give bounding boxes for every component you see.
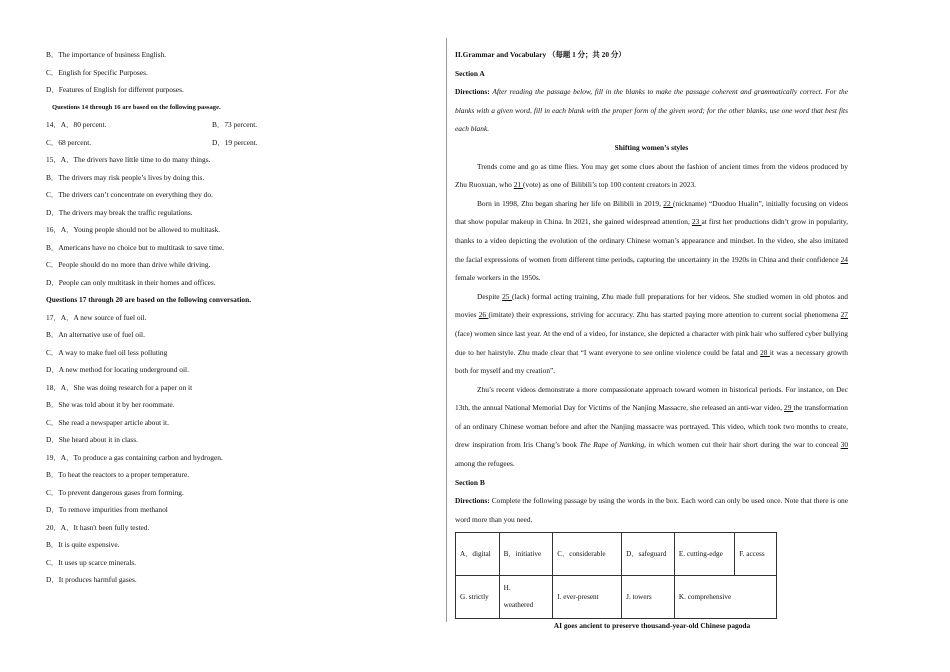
directions-a-label: Directions: [455, 87, 490, 97]
p3-text-5: it was a necessary growth both for myself and my creation”. [455, 347, 848, 376]
directions-a-text: After reading the passage below, fill in the blanks to make the passage coherent and grammatically correct. For the blanks with a given word, fill in each blank with the proper form of the given word; for the other blanks, use one word that best fits each blank. [455, 87, 848, 134]
passage-title: Shifting women’s styles [614, 142, 689, 152]
blank-25: 25 [502, 291, 512, 301]
option-17b: B．An alternative use of fuel oil. [46, 330, 145, 339]
option-20d: D．It produces harmful gases. [46, 575, 137, 584]
word-e: E. cutting-edge [674, 533, 734, 576]
word-c: C．considerable [553, 533, 622, 576]
blank-27: 27 [840, 310, 848, 320]
option-17c: C．A way to make fuel oil less polluting [46, 347, 168, 357]
word-f: F. access [735, 533, 777, 576]
option-16d: D．People can only multitask in their homes and offices. [46, 277, 216, 287]
word-h: H. weathered [499, 576, 553, 619]
paragraph-4 [455, 381, 848, 474]
section-a-label: Section A [455, 68, 485, 78]
option-17d: D．A new method for locating underground oil. [46, 365, 189, 374]
word-box-row-2 [456, 576, 777, 619]
blank-24: 24 [840, 254, 848, 264]
word-b: B．initiative [499, 533, 553, 576]
blank-22: 22 [663, 198, 673, 208]
option-19c: C．To prevent dangerous gases from forming. [46, 487, 184, 497]
option-19b: B．To heat the reactors to a proper temperature. [46, 470, 190, 479]
option-13b: B．The importance of business English. [46, 50, 167, 59]
option-15c: C．The drivers can’t concentrate on everything they do. [46, 190, 213, 199]
p1-text-2: (vote) as one of Bilibili’s top 100 content creators in 2023. [522, 180, 696, 190]
word-box-row-1 [456, 533, 777, 576]
option-13c: C．English for Specific Purposes. [46, 67, 148, 77]
q14-row-2 [46, 134, 436, 152]
option-18d: D．She heard about it in class. [46, 435, 138, 444]
p4-text-1: Zhu’s recent videos demonstrate a more compassionate approach toward women in historical periods. For instance, on Dec 13th, the annual National Memorial Day for Victims of the Nanjing Massacre, she released an anti-war video, [455, 384, 848, 413]
option-16b: B．Americans have no choice but to multitask to save time. [46, 242, 225, 252]
p3-text-2: (lack) formal acting training, Zhu made full preparations for her videos. She studied women in old photos and movies [455, 291, 848, 320]
p2-text-3: at first her productions didn’t grow in popularity, thanks to a video depicting the evolution of the ordinary Chinese woman’s appearance and mindset. In the video, she also imitated the facial expressions of women from different time periods, capturing the uncertainty in the 1920s in China and their confidence [455, 217, 848, 264]
option-13d: D．Features of English for different purposes. [46, 85, 184, 94]
left-column [46, 46, 436, 589]
blank-23: 23 [691, 217, 702, 227]
word-d: D．safeguard [622, 533, 675, 576]
directions-a [455, 83, 848, 139]
blank-21: 21 [513, 180, 523, 190]
blank-30: 30 [840, 440, 849, 450]
word-a: A．digital [456, 533, 500, 576]
option-14c: C．68 percent. [46, 137, 92, 147]
passage-b-title: AI goes ancient to preserve thousand-year-old Chinese pagoda [553, 621, 751, 631]
section-b-label: Section B [455, 477, 485, 487]
p4-text-2: the transformation of an ordinary Chinese woman before and after the Nanjing massacre was portrayed. This video, which took two months to create, drew inspiration from Iris Chang’s book [455, 403, 848, 450]
q14-row-1 [46, 116, 436, 134]
blank-28: 28 [760, 347, 770, 357]
right-column [455, 46, 848, 630]
option-18a: 18．A．She was doing research for a paper on it [46, 382, 193, 392]
word-j: J. towers [622, 576, 675, 619]
option-20b: B．It is quite expensive. [46, 540, 120, 549]
option-18b: B．She was told about it by her roommate. [46, 400, 175, 409]
column-divider [446, 38, 447, 622]
paragraph-3 [455, 288, 848, 381]
option-16a: 16．A．Young people should not be allowed to multitask. [46, 225, 221, 234]
directions-b-text: Complete the following passage by using the words in the box. Each word can only be used once. Note that there is one word more than you need. [455, 496, 848, 524]
q14-16-header: Questions 14 through 16 are based on the following passage. [52, 103, 221, 111]
directions-b [455, 492, 848, 529]
p4-text-4: among the refugees. [455, 459, 515, 469]
paragraph-2 [455, 195, 848, 288]
option-20c: C．It uses up scarce minerals. [46, 557, 137, 567]
q17-20-header: Questions 17 through 20 are based on the following conversation. [46, 295, 252, 304]
p3-text-4: (face) women since last year. At the end of a video, for instance, she depicted a character with pink hair who suffered cyber bullying due to her hairstyle. Zhu made clear that “I want everyone to see online violence could be fatal and [455, 328, 848, 357]
p1-text-1: Trends come and go as time flies. You may get some clues about the fashion of ancient times from the videos produced by Zhu Ruoxuan, who [455, 161, 848, 190]
word-k: K. comprehensive [674, 576, 776, 619]
option-14b: B．73 percent. [212, 120, 258, 129]
option-15d: D．The drivers may break the traffic regulations. [46, 207, 193, 217]
option-15b: B．The drivers may risk people’s lives by doing this. [46, 172, 205, 182]
word-i: I. ever-present [553, 576, 622, 619]
option-18c: C．She read a newspaper article about it. [46, 417, 169, 427]
p4-text-3: , in which women cut their hair short during the war to conceal [644, 440, 841, 450]
option-19a: 19．A．To produce a gas containing carbon and hydrogen. [46, 452, 223, 462]
option-19d: D．To remove impurities from methanol [46, 505, 168, 514]
option-14a: 14．A．80 percent. [46, 120, 107, 129]
p3-text-3: (imitate) their expressions, striving for accuracy. Zhu has started paying more attention to current social phenomena [488, 310, 841, 320]
p2-text-1: Born in 1998, Zhu began sharing her life on Bilibili in 2019, [477, 198, 664, 208]
word-g: G. strictly [456, 576, 500, 619]
option-15a: 15．A．The drivers have little time to do many things. [46, 155, 211, 164]
option-16c: C．People should do no more than drive while driving. [46, 260, 211, 269]
p2-text-2: (nickname) “Duoduo Hualin”, initially focusing on videos that show popular makeup in China. In 2021, she gained widespread attention, [455, 198, 848, 227]
section-ii-title: II.Grammar and Vocabulary （每题 1 分；共 20 分） [455, 50, 626, 59]
directions-b-label: Directions: [455, 496, 490, 506]
option-14d: D．19 percent. [212, 137, 258, 147]
book-title: The Rape of Nanking [579, 440, 645, 450]
word-box [455, 532, 777, 619]
option-17a: 17．A．A new source of fuel oil. [46, 312, 147, 322]
blank-26: 26 [478, 310, 489, 320]
option-20a: 20．A．It hasn't been fully tested. [46, 522, 150, 532]
blank-29: 29 [784, 403, 794, 413]
p2-text-4: female workers in the 1950s. [455, 273, 541, 283]
paragraph-1 [455, 158, 848, 195]
p3-text-1: Despite [477, 291, 503, 301]
